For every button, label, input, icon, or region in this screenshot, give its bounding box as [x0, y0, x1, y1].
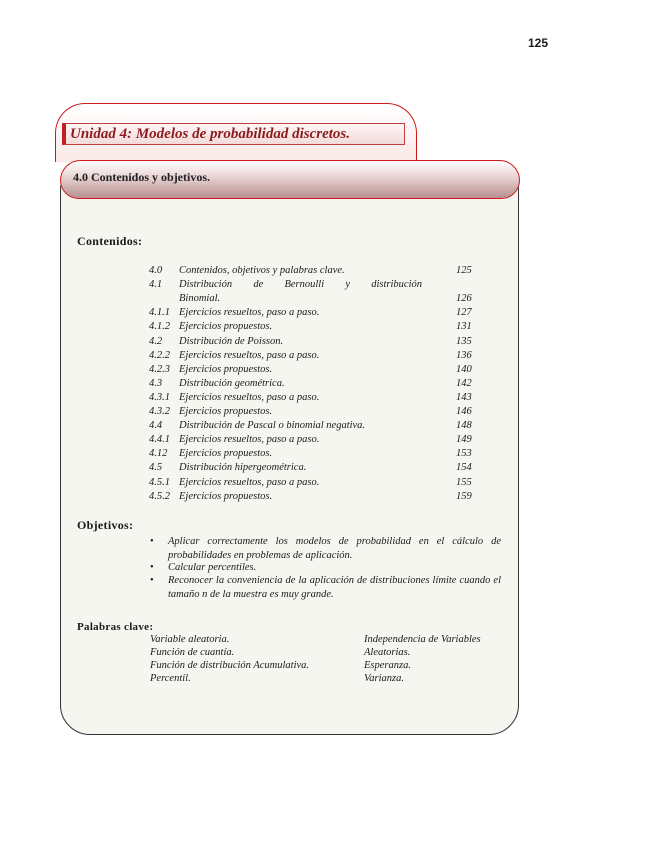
toc-row — [149, 349, 476, 363]
toc-text: Ejercicios resueltos, paso a paso. — [179, 476, 320, 488]
toc-row — [149, 306, 476, 320]
toc-word: distribución — [371, 279, 422, 291]
toc-word: Bernoulli — [284, 279, 325, 291]
bullet-icon: • — [150, 575, 154, 586]
toc-row — [149, 461, 476, 475]
toc-word: Distribución — [179, 279, 233, 291]
toc-number: 4.3.2 — [149, 406, 170, 417]
toc-page: 142 — [456, 377, 472, 389]
toc-page: 146 — [456, 406, 472, 417]
toc-page: 143 — [456, 391, 472, 403]
objective-text: Calcular percentiles. — [168, 562, 257, 573]
toc-text: Binomial. — [179, 293, 221, 305]
toc-text: Ejercicios resueltos, paso a paso. — [179, 434, 320, 446]
objectives-title: Objetivos: — [77, 518, 134, 532]
toc-row — [149, 490, 476, 504]
keyword-left: Percentil. — [150, 673, 191, 684]
page-number: 125 — [528, 36, 549, 50]
toc-page: 126 — [456, 293, 472, 305]
toc-number: 4.4.1 — [149, 434, 170, 446]
toc-word: de — [253, 279, 264, 291]
objective-item — [150, 535, 501, 562]
toc-text: Ejercicios propuestos. — [179, 406, 273, 417]
toc-row — [149, 391, 476, 405]
objective-text: Reconocer la conveniencia de la aplicación de distribuciones límite cuando el tamaño n de la muestra es muy grande. — [168, 575, 501, 600]
keyword-right: Independencia de Variables — [364, 634, 481, 645]
toc-page: 125 — [456, 265, 472, 276]
toc-page: 131 — [456, 321, 472, 333]
contents-title: Contenidos: — [77, 234, 143, 248]
toc-number: 4.3 — [149, 377, 163, 389]
objective-item — [150, 561, 501, 575]
bullet-icon: • — [150, 536, 154, 547]
toc-number: 4.2.2 — [149, 349, 170, 361]
toc-word: y — [345, 279, 351, 291]
toc-text: Ejercicios propuestos. — [179, 363, 273, 375]
toc-row — [149, 292, 476, 306]
toc-row — [149, 278, 476, 292]
toc-number: 4.1 — [149, 279, 163, 291]
toc-row — [149, 405, 476, 419]
keyword-left: Función de cuantía. — [150, 647, 235, 658]
toc-page: 136 — [456, 349, 472, 361]
toc-text: Distribución de Poisson. — [179, 335, 284, 347]
toc-text: Ejercicios propuestos. — [179, 321, 273, 333]
toc-page: 149 — [456, 434, 472, 446]
toc-number: 4.4 — [149, 420, 163, 432]
toc-page: 159 — [456, 490, 472, 502]
toc-number: 4.12 — [149, 448, 168, 460]
toc-number: 4.2 — [149, 335, 163, 347]
toc-row — [149, 377, 476, 391]
toc-text — [179, 278, 422, 292]
toc-row — [149, 363, 476, 377]
toc-number: 4.5.1 — [149, 476, 170, 488]
keyword-right: Aleatorias. — [364, 647, 411, 658]
toc-number: 4.1.2 — [149, 321, 170, 333]
unit-title: Unidad 4: Modelos de probabilidad discretos. — [62, 123, 405, 145]
keyword-right: Varianza. — [364, 673, 404, 684]
keyword-right: Esperanza. — [364, 660, 411, 671]
toc-text: Distribución de Pascal o binomial negativa. — [179, 420, 366, 432]
objective-text: Aplicar correctamente los modelos de probabilidad en el cálculo de probabilidades en problemas de aplicación. — [168, 536, 501, 561]
toc-page: 155 — [456, 476, 472, 488]
toc-row — [149, 335, 476, 349]
toc-row — [149, 447, 476, 461]
toc-text: Ejercicios resueltos, paso a paso. — [179, 391, 320, 403]
toc-number: 4.5 — [149, 462, 163, 474]
objective-item — [150, 574, 501, 601]
toc-text: Distribución hipergeométrica. — [179, 462, 307, 474]
toc-text: Contenidos, objetivos y palabras clave. — [179, 265, 345, 276]
toc-number: 4.3.1 — [149, 391, 170, 403]
toc-text: Ejercicios resueltos, paso a paso. — [179, 349, 320, 361]
toc-page: 135 — [456, 335, 472, 347]
toc-text: Ejercicios propuestos. — [179, 490, 273, 502]
toc-page: 153 — [456, 448, 472, 460]
toc-text: Distribución geométrica. — [179, 377, 285, 389]
toc-text: Ejercicios propuestos. — [179, 448, 273, 460]
toc-row — [149, 476, 476, 490]
toc-page: 154 — [456, 462, 472, 474]
toc-row — [149, 264, 476, 278]
bullet-icon: • — [150, 562, 154, 573]
toc-number: 4.0 — [149, 265, 163, 276]
toc-row — [149, 320, 476, 334]
toc-number: 4.2.3 — [149, 363, 170, 375]
toc-row — [149, 433, 476, 447]
section-header: 4.0 Contenidos y objetivos. — [73, 170, 211, 184]
toc-number: 4.5.2 — [149, 490, 170, 502]
keyword-left: Función de distribución Acumulativa. — [150, 660, 310, 671]
toc-page: 127 — [456, 307, 472, 319]
toc-row — [149, 419, 476, 433]
toc-page: 148 — [456, 420, 472, 432]
keywords-title: Palabras clave: — [77, 621, 154, 633]
toc-page: 140 — [456, 363, 472, 375]
toc-text: Ejercicios resueltos, paso a paso. — [179, 307, 320, 319]
keyword-left: Variable aleatoria. — [150, 634, 230, 645]
toc-number: 4.1.1 — [149, 307, 170, 319]
